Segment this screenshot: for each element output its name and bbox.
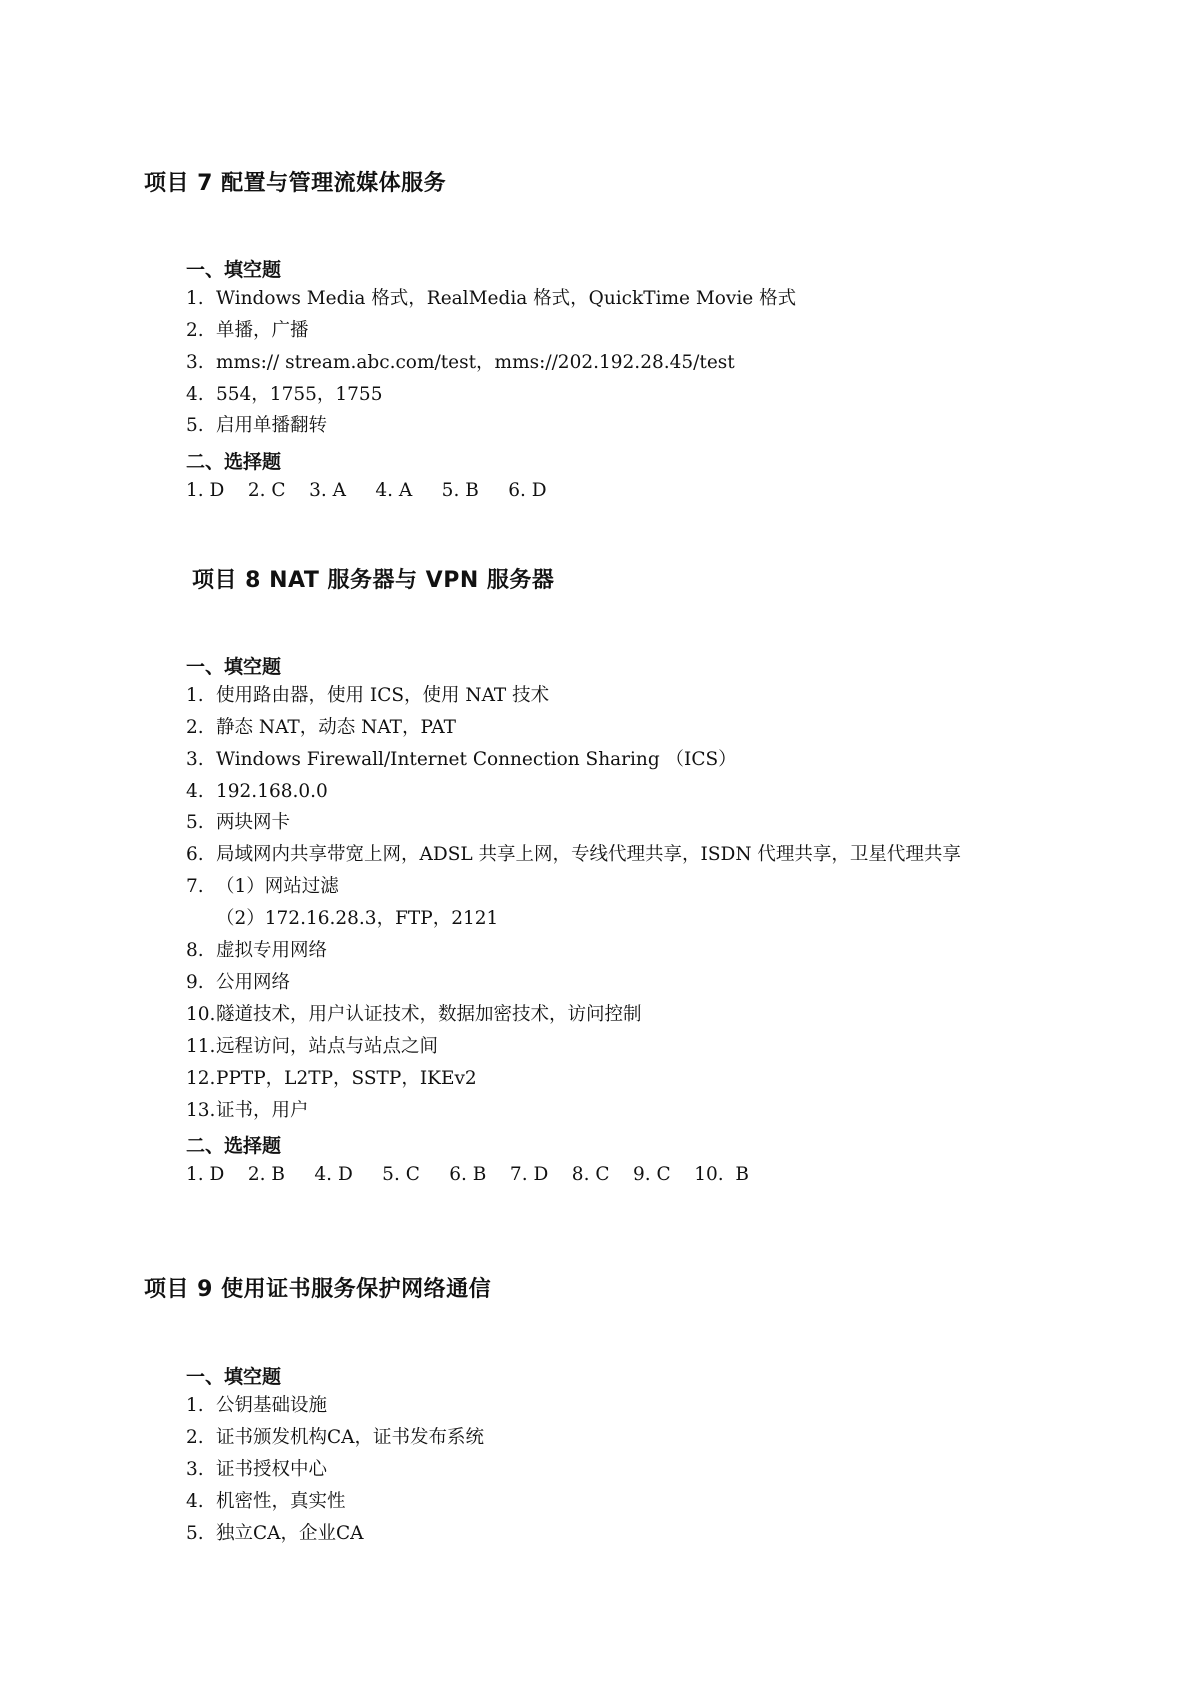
answer-line: 1. 公钥基础设施 — [186, 1395, 328, 1416]
answer-line: 3. mms:// stream.abc.com/test，mms://202.192.28.45/test — [186, 352, 735, 373]
project-7-choice-heading: 二、选择题 — [186, 451, 282, 473]
answer-line: 9. 公用网络 — [186, 972, 291, 993]
project-8-choice-answers: 1. D 2. B 4. D 5. C 6. B 7. D 8. C 9. C 10. B — [186, 1164, 750, 1185]
answer-line: 5. 两块网卡 — [186, 812, 291, 833]
answer-line: 13.证书，用户 — [186, 1100, 309, 1121]
answer-line: 11.远程访问，站点与站点之间 — [186, 1036, 439, 1057]
project-9-fill-heading: 一、填空题 — [186, 1366, 282, 1388]
answer-line: 1. 使用路由器，使用 ICS，使用 NAT 技术 — [186, 685, 550, 706]
answer-line: 5. 启用单播翻转 — [186, 415, 328, 436]
answer-line: 3. Windows Firewall/Internet Connection Sharing （ICS） — [186, 749, 737, 770]
project-8-title: 项目 8 NAT 服务器与 VPN 服务器 — [192, 568, 555, 593]
answer-line: 12.PPTP，L2TP，SSTP，IKEv2 — [186, 1068, 477, 1089]
answer-line: 2. 证书颁发机构CA，证书发布系统 — [186, 1427, 485, 1448]
project-8-choice-heading: 二、选择题 — [186, 1135, 282, 1157]
answer-line: 2. 静态 NAT，动态 NAT，PAT — [186, 717, 456, 738]
answer-line: 8. 虚拟专用网络 — [186, 940, 328, 961]
project-8-fill-heading: 一、填空题 — [186, 656, 282, 678]
answer-line: 6. 局域网内共享带宽上网，ADSL 共享上网，专线代理共享，ISDN 代理共享，卫星代理共享 — [186, 844, 961, 865]
project-7-title: 项目 7 配置与管理流媒体服务 — [144, 171, 447, 196]
answer-line: 1. Windows Media 格式，RealMedia 格式，QuickTime Movie 格式 — [186, 288, 797, 309]
answer-line: 4. 192.168.0.0 — [186, 781, 328, 802]
answer-line: 10.隧道技术，用户认证技术，数据加密技术，访问控制 — [186, 1004, 642, 1025]
answer-line: 5. 独立CA，企业CA — [186, 1523, 364, 1544]
answer-line: 4. 554，1755，1755 — [186, 384, 383, 405]
project-9-title: 项目 9 使用证书服务保护网络通信 — [144, 1277, 492, 1302]
answer-line: 3. 证书授权中心 — [186, 1459, 328, 1480]
project-7-fill-heading: 一、填空题 — [186, 259, 282, 281]
answer-line: 7. （1）网站过滤 — [186, 876, 339, 897]
answer-line: 2. 单播，广播 — [186, 320, 309, 341]
answer-line: 4. 机密性，真实性 — [186, 1491, 346, 1512]
answer-line: （2）172.16.28.3，FTP，2121 — [216, 908, 499, 929]
project-7-choice-answers: 1. D 2. C 3. A 4. A 5. B 6. D — [186, 480, 547, 501]
